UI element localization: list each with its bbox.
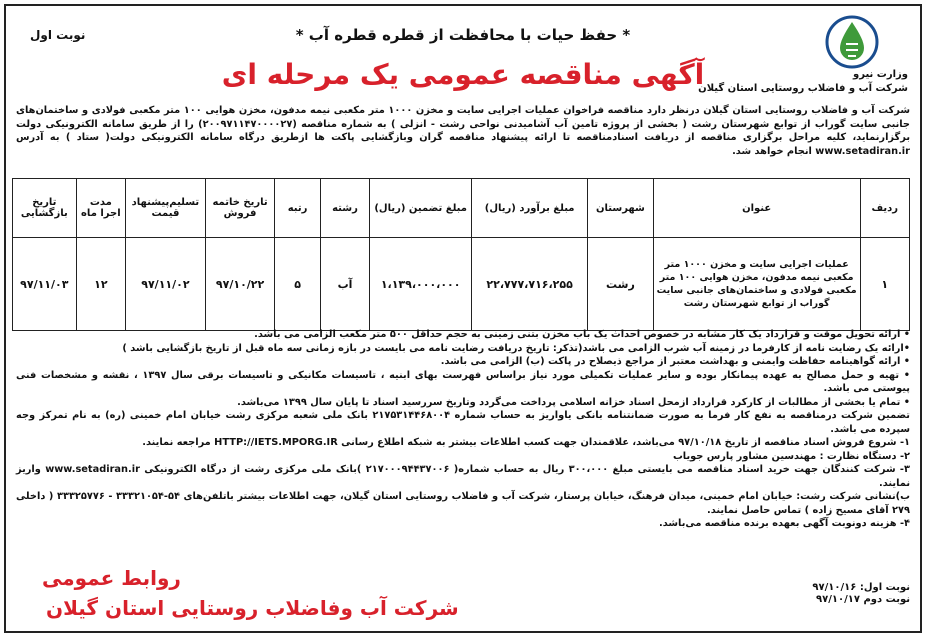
cell-subject: عملیات اجرایی سایت و مخزن ۱۰۰۰ متر مکعبی نیمه مدفون، مخزن هوایی ۱۰۰ متر مکعبی فولادی و ساختمان‌های جانبی سایت گوراب از توابع شهرستان رشت xyxy=(653,238,860,331)
col-city: شهرستان xyxy=(588,179,654,238)
intro-paragraph: شرکت آب و فاضلاب روستایی استان گیلان درنظر دارد مناقصه فراخوان عملیات اجرایی سایت و مخزن ۱۰۰۰ متر مکعبی نیمه مدفون، مخزن هوایی ۱۰۰ متر مکعبی فولادی و ساختمان‌های جانبی سایت گوراب از توابع شهرستان رشت ( بخشی از پروژه تامین آب آشامیدنی نواحی رشت - انزلی ) به شماره مناقصه (۲۰۰۹۷۱۱۴۷۰۰۰۰۲۷) را از طریق سامانه الکترونیکی دولت برگزارنماید، کلیه مراحل برگزاری مناقصه از دریافت اسنادمناقصه تا ارائه پیشنهاد مناقصه گران وبازگشایی پاکت ها ازطریق درگاه سامانه الکترونیکی دولت( ستاد ) به آدرس www.setadiran.ir انجام خواهد شد. xyxy=(16,105,910,157)
col-duration: مدت اجرا ماه xyxy=(76,179,125,238)
col-subject: عنوان xyxy=(653,179,860,238)
public-relations-label: روابط عمومی xyxy=(42,566,181,590)
note-item: • تهیه و حمل مصالح به عهده پیمانکار بوده و سایر عملیات تکمیلی مورد نیاز براساس فهرست بهای ابنیه ، تاسیسات مکانیکی و تاسیسات برقی سال ۱۳۹۷ ، نقشه و مشخصات فنی پیوستی می باشد. xyxy=(16,369,910,394)
col-row: ردیف xyxy=(860,179,909,238)
notice-title: آگهی مناقصه عمومی یک مرحله ای xyxy=(221,58,705,91)
tender-notice xyxy=(4,4,922,633)
col-guarantee: مبلغ تضمین (ریال) xyxy=(370,179,472,238)
note-item: • ارائه تحویل موقت و قرارداد یک کار مشابه در خصوص احداث یک باب مخزن بتنی زمینی به حجم حداقل ۵۰۰ متر مکعب الزامی می باشد. xyxy=(254,329,910,340)
table-header-row xyxy=(13,179,910,238)
first-publication-date: نوبت اول: ۹۷/۱۰/۱۶ xyxy=(812,582,910,593)
cell-rank: ۵ xyxy=(275,238,320,331)
table-row xyxy=(13,238,910,331)
company-name: شرکت آب و فاضلاب روستایی استان گیلان xyxy=(698,83,908,94)
note-item: ۴- هزینه دونوبت آگهی بعهده برنده مناقصه می‌باشد. xyxy=(659,518,910,529)
notes-list xyxy=(16,328,910,531)
col-field: رشته xyxy=(320,179,369,238)
note-item: •ارائه یک رضایت نامه از کارفرما در زمینه آب شرب الزامی می باشد(تذکر: تاریخ دریافت رضایت نامه می بایست در بازه زمانی سه ماه قبل از تاریخ بازگشایی باشد ) xyxy=(122,342,910,354)
col-sale-end: تاریخ خاتمه فروش xyxy=(205,179,275,238)
col-rank: رتبه xyxy=(275,179,320,238)
note-item: تضمین شرکت درمناقصه به نفع کار فرما به صورت ضمانتنامه بانکی یاواریز به حساب شماره ۲۱۷۵۳۱۴۴۶۸۰۰۴ بانک ملی شعبه مرکزی رشت خیابان امام خمینی (ره) به نام تمرکز وجه سپرده می باشد. xyxy=(16,410,910,435)
note-item: ۳- شرکت کنندگان جهت خرید اسناد مناقصه می بایستی مبلغ ۳۰۰،۰۰۰ ریال به حساب شماره( ۲۱۷۰۰۰۹۴۴۳۷۰۰۶ )بانک ملی مرکزی رشت از درگاه الکترونیکی www.setadiran.ir واریز نمایند. xyxy=(16,464,910,489)
tender-table xyxy=(12,178,910,331)
footer-company-name: شرکت آب وفاضلاب روستایی استان گیلان xyxy=(46,596,459,620)
round-label: نوبت اول xyxy=(30,28,86,42)
note-item: ب)نشانی شرکت رشت: خیابان امام خمینی، میدان فرهنگ، خیابان پرستار، شرکت آب و فاضلاب روستایی استان گیلان، جهت اطلاعات بیشتر باتلفن‌های ۵۴-۳۳۳۲۱۰۵۴ - ۳۳۳۲۵۷۷۶ ( داخلی ۲۷۹ آقای مسیح زاده ) تماس حاصل نمایند. xyxy=(16,491,910,516)
publication-dates xyxy=(812,582,910,606)
col-delivery: تسلیم‌پیشنهاد قیمت xyxy=(126,179,206,238)
cell-field: آب xyxy=(320,238,369,331)
note-item: ۱- شروع فروش اسناد مناقصه از تاریخ ۹۷/۱۰/۱۸ می‌باشد، علاقمندان جهت کسب اطلاعات بیشتر به شبکه اطلاع رسانی HTTP://IETS.MPORG.IR مراجعه نمایند. xyxy=(142,437,910,448)
col-estimate: مبلغ برآورد (ریال) xyxy=(472,179,588,238)
cell-opening: ۹۷/۱۱/۰۳ xyxy=(13,238,77,331)
cell-sale-end: ۹۷/۱۰/۲۲ xyxy=(205,238,275,331)
cell-guarantee: ۱،۱۳۹،۰۰۰،۰۰۰ xyxy=(370,238,472,331)
cell-estimate: ۲۲،۷۷۷،۷۱۶،۲۵۵ xyxy=(472,238,588,331)
slogan: * حفظ حیات با محافظت از قطره قطره آب * xyxy=(295,26,631,44)
cell-row: ۱ xyxy=(860,238,909,331)
second-publication-date: نوبت دوم ۹۷/۱۰/۱۷ xyxy=(816,594,910,605)
cell-duration: ۱۲ xyxy=(76,238,125,331)
cell-delivery: ۹۷/۱۱/۰۲ xyxy=(126,238,206,331)
note-item: • تمام یا بخشی از مطالبات از کارکرد قرارداد ازمحل اسناد خزانه اسلامی پرداخت می‌گردد وتاریخ سررسید اسناد تا پایان سال ۱۳۹۹ می‌باشد. xyxy=(237,396,910,408)
note-item: ۲- دستگاه نظارت : مهندسین مشاور پارس جویاب xyxy=(672,450,910,462)
ministry-name: وزارت نیرو xyxy=(853,69,908,80)
cell-city: رشت xyxy=(588,238,654,331)
col-opening: تاریخ بازگشایی xyxy=(13,179,77,238)
note-item: • ارائه گواهینامه حفاظت وایمنی و بهداشت معتبر از مراجع ذیصلاح در پاکت (ب) الزامی می باشد. xyxy=(440,356,910,367)
